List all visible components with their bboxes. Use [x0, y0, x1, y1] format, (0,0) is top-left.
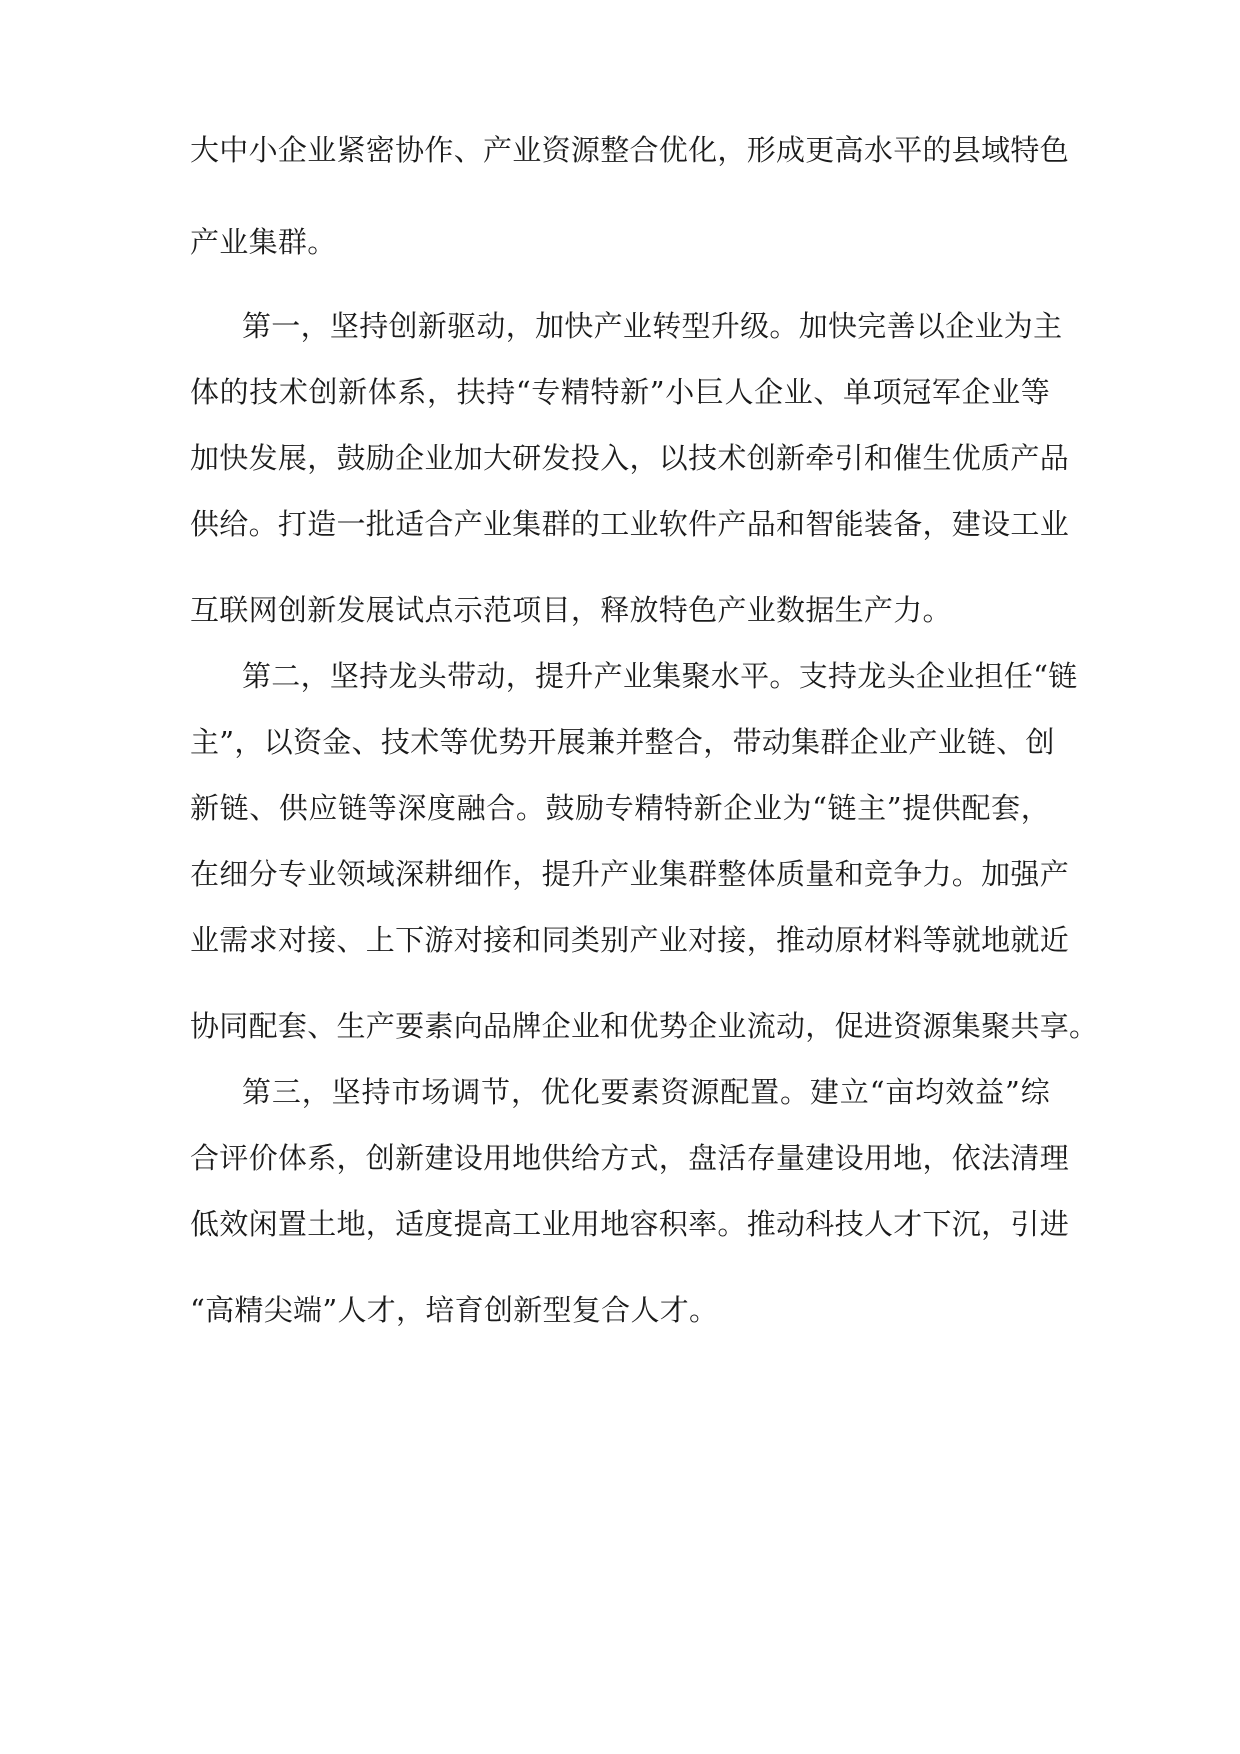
paragraph-3-line-3: 低效闲置土地，适度提高工业用地容积率。推动科技人才下沉，引进 [190, 1207, 1070, 1241]
paragraph-1-line-4: 供给。打造一批适合产业集群的工业软件产品和智能装备，建设工业 [190, 507, 1070, 541]
paragraph-3-line-1: 第三，坚持市场调节，优化要素资源配置。建立“亩均效益”综 [242, 1075, 1050, 1109]
paragraph-2-line-5: 业需求对接、上下游对接和同类别产业对接，推动原材料等就地就近 [190, 923, 1070, 957]
paragraph-2-line-3: 新链、供应链等深度融合。鼓励专精特新企业为“链主”提供配套， [190, 791, 1050, 825]
paragraph-2-line-6: 协同配套、生产要素向品牌企业和优势企业流动，促进资源集聚共享。 [190, 1009, 1099, 1043]
paragraph-1-line-5: 互联网创新发展试点示范项目，释放特色产业数据生产力。 [190, 593, 952, 627]
paragraph-1-line-2: 体的技术创新体系，扶持“专精特新”小巨人企业、单项冠军企业等 [190, 375, 1050, 409]
text-line-2: 产业集群。 [190, 225, 337, 259]
paragraph-2-line-4: 在细分专业领域深耕细作，提升产业集群整体质量和竞争力。加强产 [190, 857, 1070, 891]
text-line-1: 大中小企业紧密协作、产业资源整合优化，形成更高水平的县域特色 [190, 133, 1070, 167]
paragraph-2-line-2: 主”，以资金、技术等优势开展兼并整合，带动集群企业产业链、创 [190, 725, 1055, 759]
paragraph-2-line-1: 第二，坚持龙头带动，提升产业集聚水平。支持龙头企业担任“链 [242, 659, 1078, 693]
paragraph-3-line-2: 合评价体系，创新建设用地供给方式，盘活存量建设用地，依法清理 [190, 1141, 1070, 1175]
paragraph-1-line-1: 第一，坚持创新驱动，加快产业转型升级。加快完善以企业为主 [242, 309, 1063, 343]
paragraph-3-line-4: “高精尖端”人才，培育创新型复合人才。 [190, 1293, 719, 1327]
paragraph-1-line-3: 加快发展，鼓励企业加大研发投入，以技术创新牵引和催生优质产品 [190, 441, 1070, 475]
